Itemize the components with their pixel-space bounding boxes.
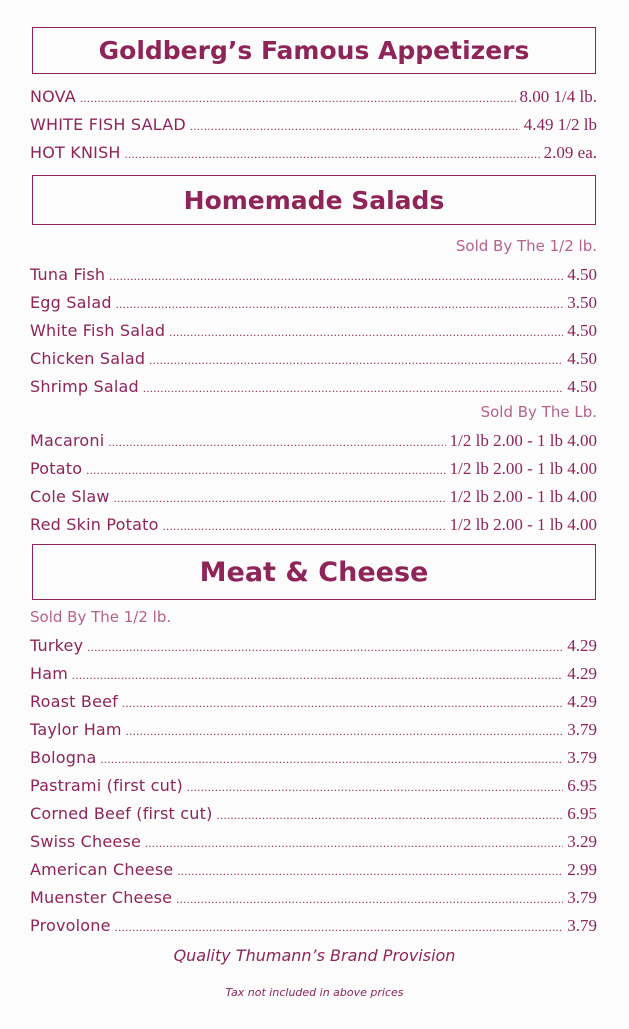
item-name: American Cheese: [30, 860, 174, 879]
item-price: 4.50: [567, 377, 597, 396]
item-price: 4.29: [567, 692, 597, 711]
item-name: Roast Beef: [30, 692, 118, 711]
menu-item: [30, 515, 597, 536]
item-name: Turkey: [30, 636, 84, 655]
menu-item: [30, 720, 597, 741]
leader-dots: [177, 861, 563, 881]
section-title-salads: Homemade Salads: [32, 175, 596, 225]
item-price: 4.50: [567, 349, 597, 368]
item-name: WHITE FISH SALAD: [30, 115, 186, 134]
item-name: White Fish Salad: [30, 321, 166, 340]
item-name: Muenster Cheese: [30, 888, 173, 907]
item-price: 6.95: [567, 776, 597, 795]
item-name: Swiss Cheese: [30, 832, 142, 851]
sold-by-label: Sold By The 1/2 lb.: [30, 608, 172, 626]
item-price: 4.50: [567, 321, 597, 340]
menu-item: [30, 321, 597, 342]
menu-item: [30, 487, 597, 508]
item-name: Macaroni: [30, 431, 105, 450]
menu-item: [30, 431, 597, 452]
leader-dots: [116, 294, 564, 314]
leader-dots: [187, 777, 563, 797]
item-name: Potato: [30, 459, 83, 478]
leader-dots: [101, 749, 564, 769]
leader-dots: [125, 144, 540, 164]
menu-item: [30, 115, 597, 136]
item-price: 3.79: [567, 720, 597, 739]
leader-dots: [80, 88, 516, 108]
item-price: 3.29: [567, 832, 597, 851]
leader-dots: [87, 637, 563, 657]
menu-item: [30, 349, 597, 370]
item-name: Bologna: [30, 748, 97, 767]
brand-tagline: Quality Thumann’s Brand Provision: [173, 946, 456, 965]
item-price: 1/2 lb 2.00 - 1 lb 4.00: [449, 431, 597, 450]
item-price: 3.79: [567, 916, 597, 935]
sold-by-label: Sold By The 1/2 lb.: [455, 237, 597, 255]
item-name: Corned Beef (first cut): [30, 804, 213, 823]
section-title-appetizers: Goldberg’s Famous Appetizers: [32, 27, 596, 74]
sold-by-label: Sold By The Lb.: [480, 403, 597, 421]
item-name: Provolone: [30, 916, 111, 935]
item-price: 4.29: [567, 636, 597, 655]
item-price: 1/2 lb 2.00 - 1 lb 4.00: [449, 515, 597, 534]
leader-dots: [149, 350, 563, 370]
menu-item: [30, 636, 597, 657]
item-price: 3.79: [567, 748, 597, 767]
leader-dots: [72, 665, 563, 685]
menu-item: [30, 832, 597, 853]
menu-item: [30, 293, 597, 314]
menu-item: [30, 265, 597, 286]
leader-dots: [163, 516, 446, 536]
item-price: 6.95: [567, 804, 597, 823]
item-price: 2.99: [567, 860, 597, 879]
item-price: 4.29: [567, 664, 597, 683]
leader-dots: [169, 322, 563, 342]
leader-dots: [86, 460, 445, 480]
menu-item: [30, 143, 597, 164]
leader-dots: [122, 693, 563, 713]
item-name: Shrimp Salad: [30, 377, 139, 396]
menu-item: [30, 860, 597, 881]
item-name: Red Skin Potato: [30, 515, 159, 534]
item-name: Ham: [30, 664, 69, 683]
menu-item: [30, 804, 597, 825]
leader-dots: [115, 917, 564, 937]
item-name: HOT KNISH: [30, 143, 121, 162]
item-price: 4.49 1/2 lb: [523, 115, 597, 134]
item-price: 1/2 lb 2.00 - 1 lb 4.00: [449, 459, 597, 478]
item-price: 3.50: [567, 293, 597, 312]
menu-item: [30, 87, 597, 108]
item-price: 4.50: [567, 265, 597, 284]
item-price: 1/2 lb 2.00 - 1 lb 4.00: [449, 487, 597, 506]
leader-dots: [143, 378, 563, 398]
menu-item: [30, 748, 597, 769]
menu-item: [30, 916, 597, 937]
item-name: Taylor Ham: [30, 720, 122, 739]
leader-dots: [145, 833, 563, 853]
leader-dots: [176, 889, 563, 909]
menu-item: [30, 664, 597, 685]
leader-dots: [109, 266, 563, 286]
menu-item: [30, 377, 597, 398]
item-name: Cole Slaw: [30, 487, 110, 506]
leader-dots: [126, 721, 564, 741]
leader-dots: [217, 805, 564, 825]
item-price: 2.09 ea.: [543, 143, 597, 162]
section-title-meat-cheese: Meat & Cheese: [32, 544, 596, 600]
menu-item: [30, 776, 597, 797]
menu-item: [30, 888, 597, 909]
item-name: NOVA: [30, 87, 76, 106]
leader-dots: [108, 432, 445, 452]
item-price: 3.79: [567, 888, 597, 907]
tax-note: Tax not included in above prices: [225, 986, 404, 999]
item-price: 8.00 1/4 lb.: [519, 87, 597, 106]
item-name: Chicken Salad: [30, 349, 146, 368]
leader-dots: [114, 488, 446, 508]
menu-item: [30, 692, 597, 713]
item-name: Egg Salad: [30, 293, 112, 312]
item-name: Pastrami (first cut): [30, 776, 183, 795]
item-name: Tuna Fish: [30, 265, 106, 284]
leader-dots: [190, 116, 520, 136]
menu-item: [30, 459, 597, 480]
